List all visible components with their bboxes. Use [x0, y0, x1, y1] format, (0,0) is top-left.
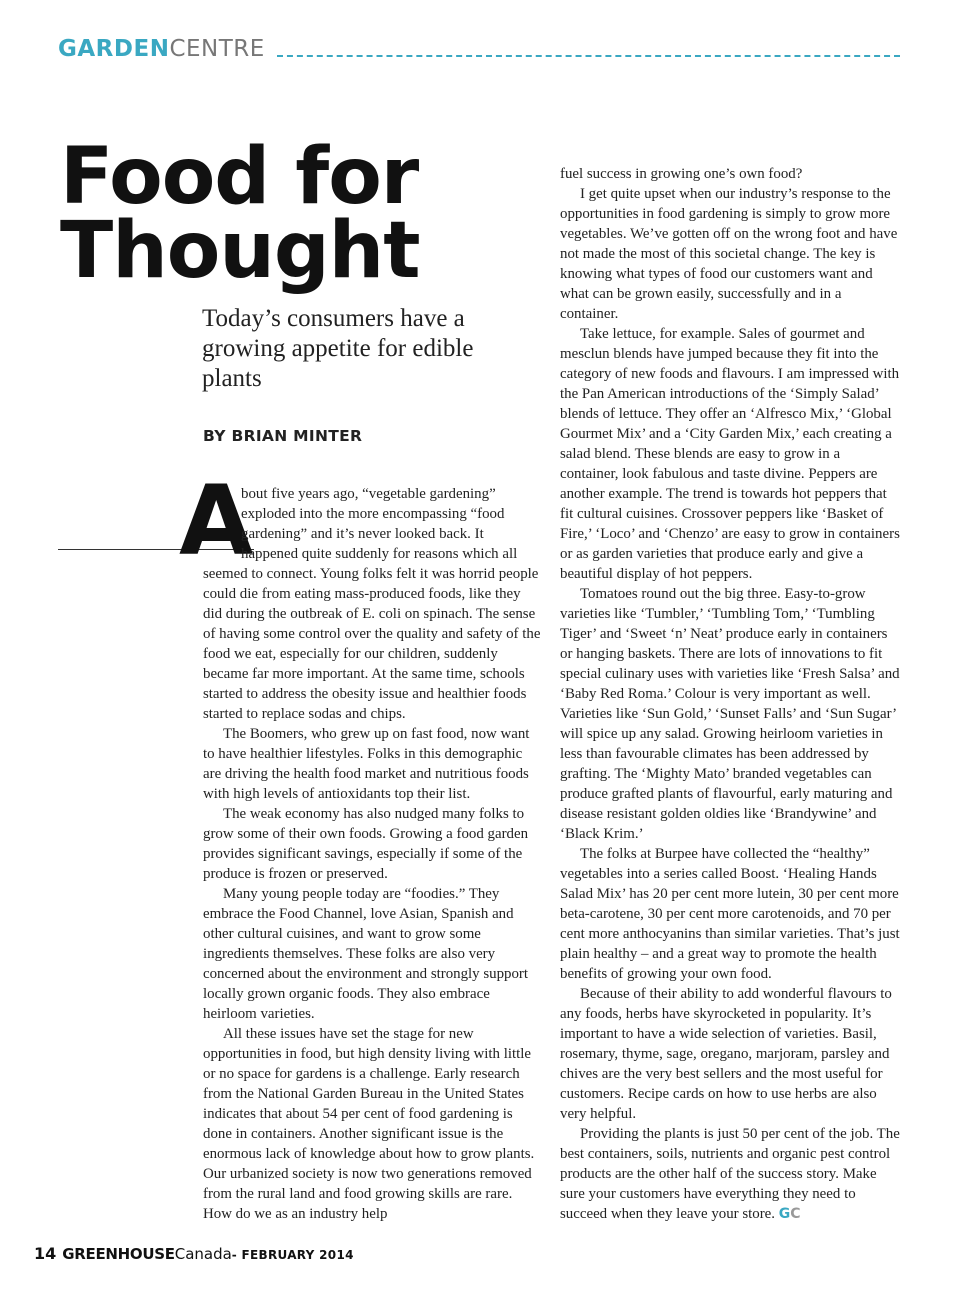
- paragraph: [179, 465, 541, 724]
- article-dek: Today’s consumers have a growing appetite for edible plants: [202, 305, 474, 392]
- section-title-bold: GARDEN: [58, 36, 170, 62]
- section-header: [58, 34, 900, 64]
- drop-cap: A: [179, 465, 254, 577]
- page-footer: [34, 1244, 354, 1263]
- paragraph: The weak economy has also nudged many folks to grow some of their own foods. Growing a food garden provides significant savings, especially if some of the produce is frozen or preserved.: [203, 806, 529, 882]
- magazine-name-bold: GREENHOUSE: [62, 1245, 175, 1263]
- paragraph-text: bout five years ago, “vegetable gardening” exploded into the more encompassing “food gardening” and it’s never looked back. It happened quite suddenly for reasons which all seemed to connect. Young folks felt it was horrid people could die from eating mass-produced foods, like they did during the outbreak of E. coli on spinach. The sense of having some control over the quality and safety of the food we eat, especially for our children, suddenly became far more important. At the same time, schools started to address the obesity issue and healthier foods started to replace sodas and chips.: [203, 486, 541, 722]
- paragraph: Tomatoes round out the big three. Easy-to-grow varieties like ‘Tumbler,’ ‘Tumbling Tom,’ ‘Tumbling Tiger’ and ‘Sweet ‘n’ Neat’ produce early in containers or hanging baskets. There are lots of innovations to fit special culinary uses with varieties like ‘Fresh Salsa’ and ‘Baby Red Roma.’ Colour is very important as well. Varieties like ‘Sun Gold,’ ‘Sunset Falls’ and ‘Sun Sugar’ will spice up any salad. Growing heirloom varieties in less than favourable climates has been addressed by grafting. The ‘Mighty Mato’ branded vegetables can produce grafted plants of flavourful, early maturing and disease resistant golden oldies like ‘Brandywine’ and ‘Black Krim.’: [560, 586, 900, 842]
- end-mark-c: C: [790, 1206, 801, 1222]
- section-title-light: CENTRE: [169, 36, 265, 62]
- headline-line-2: Thought: [60, 206, 420, 296]
- column-1: [179, 465, 541, 1224]
- paragraph: fuel success in growing one’s own food?: [560, 166, 803, 182]
- byline: BY BRIAN MINTER: [203, 427, 363, 445]
- article-headline: [60, 132, 540, 296]
- end-mark-g: G: [778, 1206, 791, 1222]
- headline-line-1: Food for: [60, 132, 419, 222]
- paragraph: Because of their ability to add wonderful flavours to any foods, herbs have skyrocketed in popularity. It’s important to have a wide selection of varieties. Basil, rosemary, thyme, sage, oregano, marjoram, parsley and chives are the very best sellers and the most useful for customers. Recipe cards on how to use herbs are also very helpful.: [560, 986, 892, 1122]
- paragraph: The folks at Burpee have collected the “healthy” vegetables into a series called Boost. ‘Healing Hands Salad Mix’ has 20 per cent more lutein, 30 per cent more beta-carotene, 30 per cent more carotenoids, and 70 per cent more anthocyanins than similar varieties. That’s just plain healthy – and a great way to promote the health benefits of growing your own food.: [560, 846, 900, 982]
- column-2: [560, 164, 900, 1224]
- end-mark: [779, 1206, 801, 1222]
- paragraph: Many young people today are “foodies.” They embrace the Food Channel, love Asian, Spanish and other cultural cuisines, and want to grow some ingredients themselves. These folks are also very concerned about the environment and strongly support locally grown organic foods. They also embrace heirloom varieties.: [203, 886, 529, 1022]
- paragraph: All these issues have set the stage for new opportunities in food, but high density living with little or no space for gardens is a challenge. Early research from the National Garden Bureau in the United States indicates that about 54 per cent of food gardening is done in containers. Another significant issue is the enormous lack of knowledge about how to grow plants. Our urbanized society is now two generations removed from the rural land and food growing skills are rare. How do we as an industry help: [203, 1026, 535, 1222]
- magazine-name-light: Canada: [174, 1245, 232, 1263]
- header-dashed-rule: [277, 55, 900, 57]
- page-number: 14: [34, 1244, 57, 1263]
- paragraph: The Boomers, who grew up on fast food, now want to have healthier lifestyles. Folks in this demographic are driving the health food market and nutritious foods with high levels of antioxidants top their list.: [203, 726, 530, 802]
- paragraph-text: Providing the plants is just 50 per cent of the job. The best containers, soils, nutrients and organic pest control products are the other half of the success story. Make sure your customers have everything they need to succeed when they leave your store.: [560, 1126, 900, 1222]
- paragraph: [560, 1124, 900, 1224]
- issue-date: - FEBRUARY 2014: [231, 1248, 354, 1262]
- paragraph: I get quite upset when our industry’s response to the opportunities in food gardening is simply to grow more vegetables. We’ve gotten off on the wrong foot and have not made the most of this societal change. The key is knowing what types of food our customers want and what can be grown easily, successfully and in a container.: [560, 186, 898, 322]
- paragraph: Take lettuce, for example. Sales of gourmet and mesclun blends have jumped because they fit into the category of new foods and flavours. I am impressed with the Pan American introductions of the ‘Simply Salad’ blends of lettuce. They offer an ‘Alfresco Mix,’ ‘Global Gourmet Mix’ and a ‘City Garden Mix,’ each creating a salad blend. These blends are easy to grow in a container, look fabulous and taste divine. Peppers are another example. The trend is towards hot peppers that fit cultural cuisines. Crossover peppers like ‘Basket of Fire,’ ‘Loco’ and ‘Chenzo’ are easy to grow in containers or as garden varieties that produce early and give a beautiful display of hot peppers.: [560, 326, 900, 582]
